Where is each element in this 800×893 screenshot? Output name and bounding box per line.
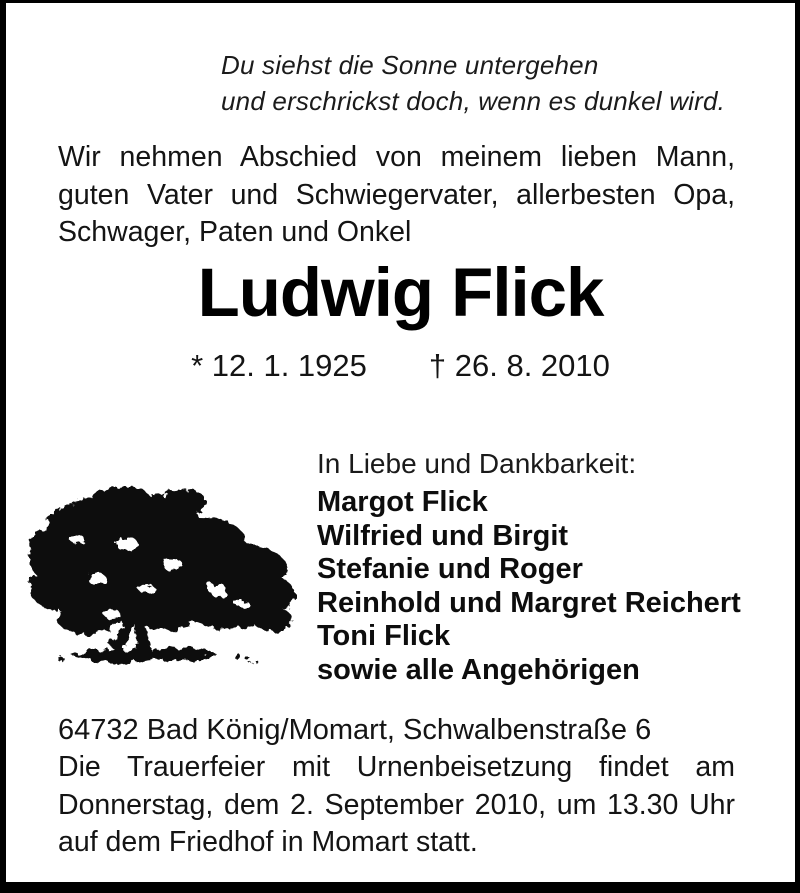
death-date: † 26. 8. 2010: [428, 348, 610, 383]
mourner-name-list: [317, 486, 741, 687]
farewell-line-1: Wir nehmen Abschied von meinem lieben Mann,: [58, 141, 735, 173]
farewell-line-3: Schwager, Paten und Onkel: [58, 216, 412, 248]
mourner-name: Wilfried und Birgit: [317, 519, 569, 552]
mourner-name: Toni Flick: [317, 620, 451, 652]
funeral-info: [58, 749, 735, 862]
quote-line-2: und erschrickst doch, wenn es dunkel wird.: [221, 86, 726, 116]
mourner-name: Stefanie und Roger: [317, 553, 583, 585]
deceased-name: Ludwig Flick: [197, 254, 604, 331]
quote-line-1: Du siehst die Sonne untergehen: [221, 50, 599, 80]
obituary-page: [6, 3, 795, 882]
farewell-line-2: guten Vater und Schwiegervater, allerbesten Opa,: [58, 178, 735, 211]
funeral-line-3: auf dem Friedhof in Momart statt.: [58, 826, 478, 858]
mourners-section: [317, 447, 741, 687]
life-dates: [6, 346, 795, 386]
mourner-name: Reinhold und Margret Reichert: [317, 586, 741, 619]
farewell-text: [58, 139, 735, 252]
address-line: 64732 Bad König/Momart, Schwalbenstraße 6: [58, 714, 652, 746]
birth-date: * 12. 1. 1925: [191, 348, 367, 383]
funeral-line-1: Die Trauerfeier mit Urnenbeisetzung findet am: [58, 751, 735, 783]
mourners-heading: In Liebe und Dankbarkeit:: [317, 448, 637, 479]
mourner-name: Margot Flick: [317, 486, 488, 518]
memorial-quote: [221, 47, 725, 119]
mourner-name: sowie alle Angehörigen: [317, 653, 640, 686]
tree-silhouette-icon: [22, 484, 297, 682]
funeral-line-2: Donnerstag, dem 2. September 2010, um 13.30 Uhr: [58, 788, 735, 821]
